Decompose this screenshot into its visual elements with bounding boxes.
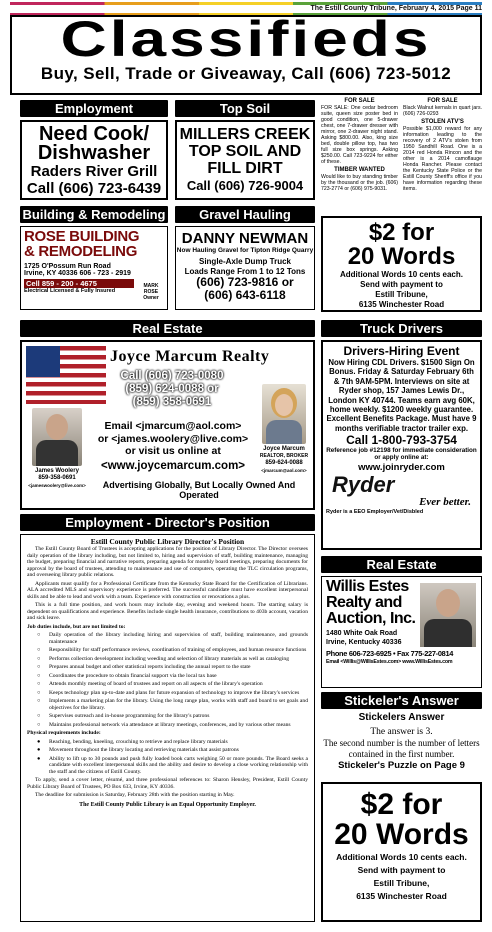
stickeler-subheading: Stickelers Answer [358,712,445,723]
list-item: ○ Prepares annual budget and other statistical reports including the annual report to the state [37,664,251,670]
building-logo-line1: ROSE BUILDING [24,228,140,245]
duties-heading: Job duties include, but are not limited to: [27,623,126,630]
truck-title: Drivers-Hiring Event [343,344,460,358]
truck-call: Call 1-800-793-3754 [346,433,457,448]
for-sale-2-heading: FOR SALE [427,98,458,104]
employment-phone: Call (606) 723-6439 [26,180,162,197]
agent1-name: James Woolery [35,468,79,474]
building-owner: MARK ROSE Owner [143,283,159,301]
gravel-phone1: (606) 723-9816 or [196,275,294,289]
building-address1: 1725 O'Possum Run Road [24,263,111,270]
employment-line2: Dishwasher [37,142,151,164]
for-sale-1-heading: FOR SALE [344,98,375,104]
employment-ad [20,120,168,200]
agent2-title: REALTOR, BROKER [259,453,309,459]
gravel-phone2: (606) 643-6118 [204,288,286,302]
willis-company1: Willis Estes [326,578,409,595]
words-ad-2-price: $2 for [360,788,443,821]
agent1-photo [32,408,82,466]
words-ad-1-price: $2 for [368,219,435,246]
agent1-email: <jameswoolery@live.com> [28,483,86,488]
words-ad-1-words: 20 Words [347,243,456,270]
ryder-logo-text: Ryder [332,471,395,497]
words-ad-1-line3: Estill Tribune, [375,290,428,299]
stickeler-box [321,712,482,772]
willis-phone: Phone 606-723-6925 • Fax 775-227-0814 [326,649,454,658]
list-item: ○ Maintains professional network via attendance at library meetings, conferences, and by various other means [37,721,291,728]
words-ad-2 [321,782,482,922]
gravel-line1: Now Hauling Gravel for Tipton Ridge Quarry [176,247,314,254]
truck-ref: Reference job #12198 for immediate consideration or apply online at: [326,447,477,462]
list-item: ○ Coordinates the procedure to obtain financial support via the local tax base [37,672,217,679]
ryder-tag: Ever better. [419,495,471,508]
gravel-heading: Gravel Hauling [175,206,315,223]
words-ad-2-line1: Additional Words 10 cents each. [336,852,467,862]
gravel-line2: Single-Axle Dump Truck [198,257,292,266]
truck-heading: Truck Drivers [321,320,482,337]
words-ad-2-line2: Send with payment to [357,865,446,875]
ryder-logo [332,471,477,497]
director-p3: This is a full time position, and work hours may include day, evening and weekend hours. The starting salary is dependent on qualifications and experience. Benefits include single health insurance, contributions to 403b account, vacation and sick leave. [27,602,308,621]
realty-website: <www.joycemarcum.com> [100,459,246,472]
physical-list [27,739,308,776]
realty-online: or visit us online at [125,445,221,457]
stickeler-explanation: The second number is the number of letters contained in the first number. [323,738,480,759]
duties-list [27,632,308,728]
building-heading: Building & Remodeling [20,206,168,223]
realty-email1: Email <jmarcum@aol.com> [104,420,242,432]
page-title: Classifieds [60,10,432,68]
truck-ad [321,340,482,550]
topsoil-line3: FILL DIRT [207,160,283,177]
truck-website: www.joinryder.com [358,461,445,473]
building-address2: Irvine, KY 40336 606 - 723 - 2919 [24,270,131,277]
real-estate-heading: Real Estate [20,320,315,337]
topsoil-line2: TOP SOIL AND [188,143,302,160]
masthead [10,10,482,95]
willis-photo [420,583,476,647]
list-item: ● Ability to lift up to 30 pounds and push fully loaded book carts weighing 50 or more pounds. The Board seeks a candidate with excellent interpersonal skills and the ability and desire to develop a close working relationship with the staff and the citizens of Estill County. [37,755,308,775]
director-deadline: The deadline for submission is Saturday, February 28th with the position starting in May. [35,792,235,798]
list-item: ○ Implements a marketing plan for the library. Using the long range plan, works with staff and board to set goals and objectives for the library. [37,698,308,711]
stickeler-puzzle-ref: Stickeler's Puzzle on Page 9 [338,760,465,771]
realty-emails [88,420,258,472]
willis-address1: 1480 White Oak Road [326,630,398,637]
building-logo-line2: & REMODELING [24,243,138,260]
topsoil-heading: Top Soil [175,100,315,117]
words-ad-2-line3: Estill Tribune, [373,878,430,888]
words-ad-2-line4: 6135 Winchester Road [356,891,447,901]
stolen-heading: STOLEN ATV'S [421,118,464,125]
director-p2: Applicants must qualify for a Professional Certificate from the Kentucky State Board for the Certification of Librarians. ALA accredited MLS and supervisory experience is preferred. The successful candidate must have excellent interpersonal skills and be able to lead and work with a team. Experience with construction or renovations a plus. [27,580,308,600]
gravel-name: DANNY NEWMAN [181,230,309,247]
real-estate-2-heading: Real Estate [321,556,482,573]
building-tagline: Electrical Licensed & Fully Insured [24,288,116,294]
agent1-info [26,468,88,489]
list-item: ○ Attends monthly meeting of board of trustees and report on all aspects of the library's operation [37,681,263,687]
realty-phones [112,370,232,409]
willis-company2: Realty and [326,594,402,611]
list-item: ○ Responsibility for staff performance reviews, coordination of training of employees, and human resource functions [37,647,307,653]
director-heading: Employment - Director's Position [20,514,315,531]
words-ad-1 [321,216,482,312]
list-item: ○ Daily operation of the library including hiring and supervision of staff, building maintenance, and grounds maintenance [37,632,308,645]
stolen-body: Possible $1,000 reward for any information leading to the recovery of 2 ATV's stolen from 1950 Sandhill Road. One is a 2014 red Honda Rincon and the other is a 2014 camoflauge Honda Rancher. Please contact the Kentucky State Police or the Estill County Sheriff's office if you have information regarding these items. [403,125,482,192]
list-item: ○ Performs collection development including weeding and selection of library materials as well as cataloging [37,655,289,662]
topsoil-line1: MILLERS CREEK [179,126,311,143]
stickeler-answer: The answer is 3. [370,727,433,737]
director-apply: To apply, send a cover letter, résumé, and three professional references to: Sharon Hensley, President, Estill County Public Library Board of Trustees, PO Box 633, Irvine, KY 40336. [27,777,308,790]
physical-heading: Physical requirements include: [27,730,101,736]
ryder-eeo: Ryder is a EEO Employer/Vet/Disbled [326,508,424,515]
willis-estes-ad [321,576,482,688]
realty-company: Joyce Marcum Realty [110,348,270,365]
words-ad-1-line1: Additional Words 10 cents each. [340,270,463,279]
list-item: ● Reaching, bending, kneeling, crouching to retrieve and replace library materials [37,738,228,745]
agent2-email: <jmarcum@aol.com> [261,468,307,473]
topsoil-phone: Call (606) 726-9004 [186,178,304,193]
realty-phone2: (859) 624-0088 or [125,383,219,395]
director-ad [20,534,315,922]
list-item: ● Movement throughout the library locating and retrieving materials that assist patrons [37,747,239,753]
list-item: ○ Supervises outreach and in-house programming for the library's patrons [37,713,210,719]
topsoil-ad [175,120,315,200]
employment-line1: Need Cook/ [38,123,150,145]
agent2-phone: 859-624-0088 [265,460,303,466]
director-eoe: The Estill County Public Library is an Equal Opportunity Employer. [79,801,256,808]
agent2-info [254,446,314,474]
building-cell: Cell 859 - 200 - 4675 [24,279,134,288]
list-item: ○ Keeps technology plan up-to-date and plans for future expansion of technology to improve the library's services [37,689,300,696]
flag-image [26,346,106,404]
employment-heading: Employment [20,100,168,117]
stickeler-heading: Stickeler's Answer [321,692,482,709]
joyce-marcum-ad [20,340,315,510]
for-sale-1-body: FOR SALE: One cedar bedroom suite, queen size poster bed in good condition, one 5-drawer chest, one 7-drawer dresser with mirror, one 2-drawer night stand. Asking $800.00. Also, king size bed, double pillow top, has two full size box springs. Asking $250.00. Call 723-9224 for either of these. [321,104,398,165]
willis-company3: Auction, Inc. [326,610,416,627]
words-ad-1-line4: 6135 Winchester Road [358,300,445,309]
for-sale-2 [403,98,482,192]
realty-email2: or <james.woolery@live.com> [97,432,249,445]
timber-body: Would like to buy standing timber by the thousand or the job. (606) 723-2774 or (606) 975-9031. [321,173,398,192]
truck-body: Now Hiring CDL Drivers. $1500 Sign On Bonus. Friday & Saturday February 6th & 7th 9AM-5PM. Interviews on site at Ryder shop, 157 James Lewis Dr., London KY 40744. Teams earn avg 60K, home weekly. $1200 weekly guarantee. Excellent Benefits Package. Must have 9 months verifiable tractor trailer exp. [326,358,477,433]
running-head: The Estill County Tribune, February 4, 2015 Page 11 [310,5,482,12]
willis-email: Email <Willis@WillisEstes.com> www.WillisEstes.com [326,659,453,665]
building-ad [20,226,168,310]
agent1-phone: 859-358-0691 [38,475,76,481]
for-sale-2-body: Black Walnut kernals in quart jars. (606) 726-0293 [403,104,482,117]
gravel-ad [175,226,315,310]
willis-address2: Irvine, Kentucky 40336 [326,639,402,646]
agent2-photo [262,384,306,444]
realty-slogan: Advertising Globally, But Locally Owned And Operated [102,480,296,500]
words-ad-2-words: 20 Words [334,818,469,851]
realty-phone3: (859) 358-0691 [132,396,212,408]
realty-phone1: Call (606) 723-0080 [120,370,224,382]
director-title: Estill County Public Library Director's Position [90,537,245,546]
words-ad-1-line2: Send with payment to [360,280,443,289]
timber-heading: TIMBER WANTED [334,166,385,173]
gravel-line3: Loads Range From 1 to 12 Tons [184,267,306,276]
employment-line3: Raders River Grill [30,163,158,180]
for-sale-1 [321,98,398,192]
director-p1: The Estill County Board of Trustees is accepting applications for the position of Library Director. The Director oversees daily operation of the library including, but not limited to, hiring and supervision of staff, building maintenance, managing the budget, preparing financial and narrative reports, preparing agenda for monthly board meetings, preparing documents for approval by the board of trustees, attending to maintenance and use of computers, operating the TLC circulation programs, and overseeing library public relations. [27,546,308,578]
page-subtitle: Buy, Sell, Trade or Giveaway, Call (606) 723-5012 [40,64,452,83]
agent2-name: Joyce Marcum [263,446,305,452]
